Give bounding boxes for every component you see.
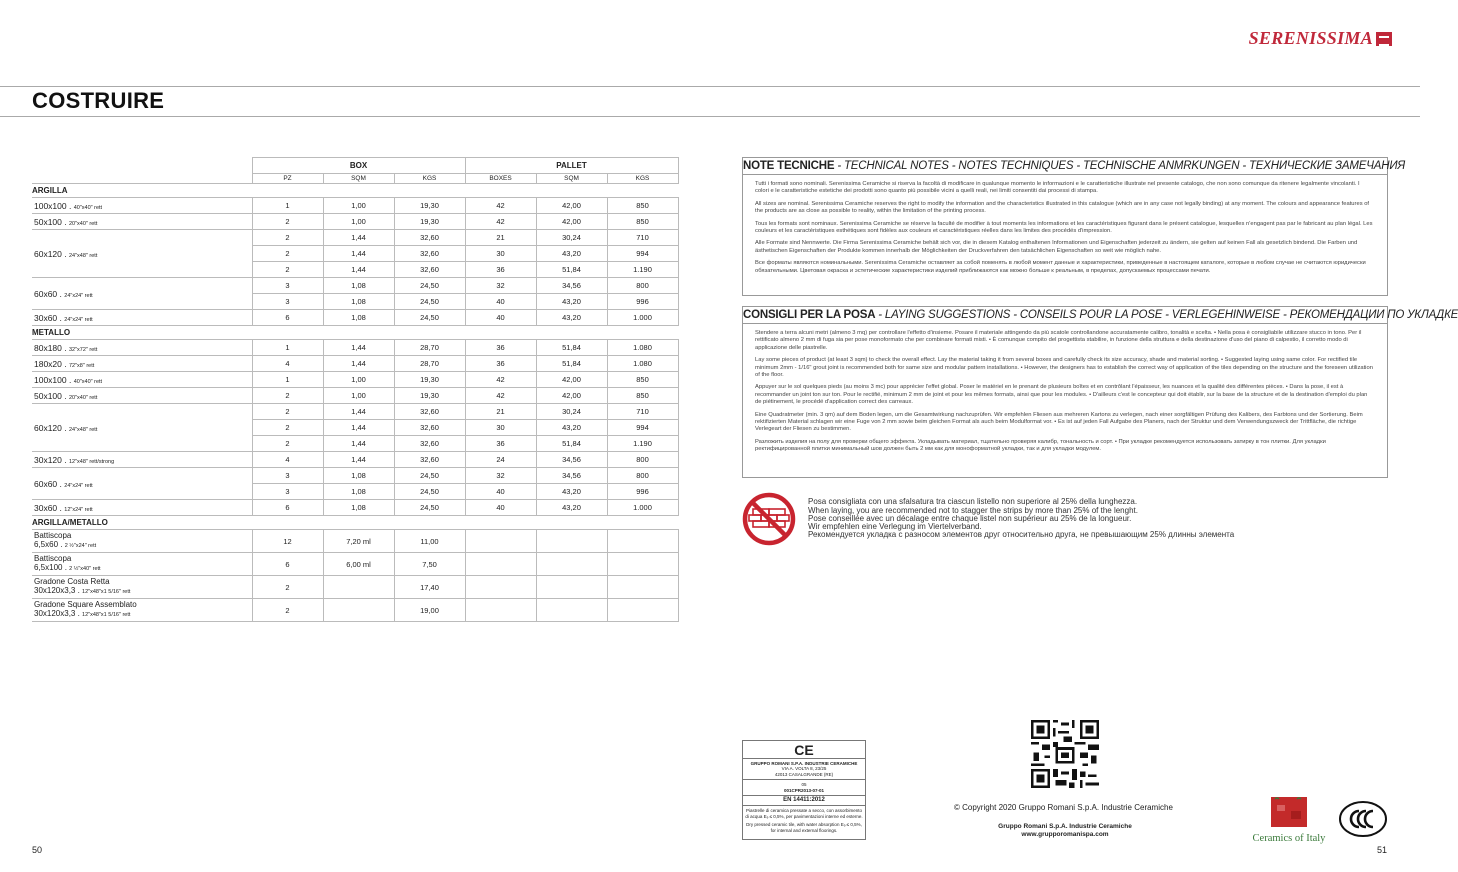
table-row: 2 1,44 32,60 30 43,20 994 xyxy=(32,420,678,436)
page-number-left: 50 xyxy=(32,845,43,855)
ceramics-of-italy-mark-icon xyxy=(1271,797,1307,827)
table-row: 50x100 . 20"x40" rett 2 1,00 19,30 42 42,00 850 xyxy=(32,214,678,230)
page-title: COSTRUIRE xyxy=(32,88,165,113)
section-header: METALLO xyxy=(32,326,678,340)
table-row: 3 1,08 24,50 40 43,20 996 xyxy=(32,294,678,310)
ceramics-of-italy-logo xyxy=(1245,797,1333,844)
technical-notes-title: NOTE TECNICHE - TECHNICAL NOTES - NOTES TECHNIQUES - TECHNISCHE ANMRKUNGEN - ТЕХНИЧЕСКИЕ ЗАМЕЧАНИЯ xyxy=(743,158,1387,175)
brand-mark-icon xyxy=(1376,32,1392,46)
table-row: 2 1,44 32,60 36 51,84 1.190 xyxy=(32,436,678,452)
qr-code xyxy=(1031,720,1099,788)
table-row: 2 1,44 32,60 30 43,20 994 xyxy=(32,246,678,262)
ce-company: GRUPPO ROMANI S.P.A. INDUSTRIE CERAMICHE VIA A. VOLTA 8, 23/25 42013 CASALGRANDE (RE) xyxy=(743,759,865,780)
header-pallet: PALLET xyxy=(465,158,678,174)
table-row: 30x60 . 24"x24" rett 6 1,08 24,50 40 43,20 1.000 xyxy=(32,310,678,326)
note-it: Tutti i formati sono nominali. Serenissima Ceramiche si riserva la facoltà di modificare in qualunque momento le informazioni e le caratteristiche illustrate nel presente catalogo, che non sono comunque da ritenere legalmente vincolanti. I colori e le caratteristiche estetiche dei prodotti sono quanto più possibile vicini a quelli reali, nei limiti consentiti dai processi di stampa. xyxy=(755,181,1360,195)
section-header: ARGILLA xyxy=(32,184,678,198)
table-row: Gradone Costa Retta 30x120x3,3 . 12"x48"x1 5/16" rett 2 17,40 xyxy=(32,576,678,599)
laying-suggestions-title: CONSIGLI PER LA POSA - LAYING SUGGESTIONS - CONSEILS POUR LA POSE - VERLEGEHINWEISE - РЕКОМЕНДАЦИИ ПО УКЛАДКЕ xyxy=(743,307,1387,324)
table-row: Battiscopa 6,5x100 . 2 ½"x40" rett 6 6,00 ml 7,50 xyxy=(32,553,678,576)
stagger-recommendation xyxy=(742,492,1234,546)
laying-de: Eine Quadratmeter (min. 3 qm) auf dem Boden legen, um die Gesamtwirkung nachzuprüfen. Wir empfehlen Fliesen aus mehreren Kartons zu verlegen, nach einer sorgfältigen Prüfung des Kalibers, des Farbtons und der Sortierung. Beim rektifizierten Material schlagen wir eine Fuge von 2 mm sowie beim gleichen Format als auch beim Modulformat vor. • Es ist auf jeden Fall Aufgabe des Planers, nach der Struktur und dem Verwendungszweck der Trittfläche, die richtige Verlegeart der Fliesen zu bestimmen. xyxy=(755,411,1363,433)
table-row: 60x120 . 24"x48" rett 2 1,44 32,60 21 30,24 710 xyxy=(32,230,678,246)
brand-name: SERENISSIMA xyxy=(1248,28,1373,48)
col-kgs: KGS xyxy=(394,174,465,184)
technical-notes-box xyxy=(742,157,1406,296)
header-rule-bottom xyxy=(0,116,1420,117)
ce-mark: CE xyxy=(743,741,865,759)
table-row: 60x120 . 24"x48" rett 2 1,44 32,60 21 30,24 710 xyxy=(32,404,678,420)
table-row: Battiscopa 6,5x60 . 2 ½"x24" rett 12 7,20 ml 11,00 xyxy=(32,530,678,553)
table-row: 60x60 . 24"x24" rett 3 1,08 24,50 32 34,56 800 xyxy=(32,468,678,484)
col-sqm-pallet: SQM xyxy=(536,174,607,184)
table-row: 180x20 . 72"x8" rett 4 1,44 28,70 36 51,84 1.080 xyxy=(32,356,678,372)
page-number-right: 51 xyxy=(1377,845,1388,855)
col-pz: PZ xyxy=(252,174,323,184)
header-box: BOX xyxy=(252,158,465,174)
laying-it: Stendere a terra alcuni metri (almeno 3 mq) per controllare l'effetto d'insieme. Posare il materiale attingendo da più scatole controllandone accuratamente calibro, tonalità e scelta. • Nella posa è consigliabile utilizzare stucco in tono. Per il rettificato almeno 2 mm di fuga sia per pose monoformato che per combinare formati misti. • È comunque compito del progettista stabilire, in funzione della struttura e della destinazione d'uso del piano di calpestio, il corretto modo di applicazione delle piastrelle. xyxy=(755,330,1362,351)
laying-ru: Разложить изделия на полу для проверки общего эффекта. Укладывать материал, тщательно проверяя калибр, тональность и сорт. • При укладке рекомендуется использовать затирку в тон плитки. Для укладки ректифицированной плитки минимальный шов должен быть 2 мм как для моноформатной укладки, так и для укладки модулем. xyxy=(755,438,1326,453)
note-fr: Tous les formats sont nominaux. Serenissima Ceramiche se réserve la faculté de modifier à tout moments les informations et les caractéristiques figurant dans le présent catalogue, lesquelles n'engagent pas par le fabricant au plan légal. Les couleurs et les caractéristiques esthétiques sont fidèles aux couleurs et caractéristiques réelles dans les limites des procédés d'impression. xyxy=(755,220,1373,235)
ce-code: 05 001CPR2013-07-01 xyxy=(743,780,865,796)
note-ru: Все форматы являются номинальными. Serenissima Ceramiche оставляет за собой поменять в любой момент данные и характеристики, приведенные в настоящем каталоге, которые в любом случае не считаются юридически обязательными. Цветовая окраска и эстетические характеристики изделий приближаются как можно больше к реальным, в пределах, допускаемых процессами печати. xyxy=(755,260,1366,274)
header-rule-top xyxy=(0,86,1420,87)
laying-fr: Appuyer sur le sol quelques pieds (au moins 3 mc) pour apprécier l'effet global. Poser le matériel en le prenant de plusieurs boîtes et en contrôlant l'épaisseur, les nuances et la qualité des différentes pièces. • Dans la pose, il est à recommander un joint ton sur ton. Pour le rectifié, minimum 2 mm de joint et pour les mêmes formats, ainsi que pour les modules. • D'ailleurs c'est le concepteur qui doit établir, sur la base de la structure et de la destination d'emploi du plan de piétinement, le procédé d'application correct des carreaux. xyxy=(755,384,1368,406)
table-row: 100x100 . 40"x40" rett 1 1,00 19,30 42 42,00 850 xyxy=(32,198,678,214)
packaging-table xyxy=(32,157,678,622)
laying-suggestions-box xyxy=(742,306,1458,478)
table-row: 50x100 . 20"x40" rett 2 1,00 19,30 42 42,00 850 xyxy=(32,388,678,404)
brand-logo xyxy=(1249,28,1392,49)
group-info xyxy=(990,823,1140,839)
table-row: 30x120 . 12"x48" rett/strong 4 1,44 32,60 24 34,56 800 xyxy=(32,452,678,468)
no-stagger-icon xyxy=(742,492,796,546)
stagger-text: Posa consigliata con una sfalsatura tra ciascun listello non superiore al 25% della lunghezza. When laying, you are recommended not to stagger the strips by more than 25% of the lenght. Pose conseillée avec un décalage entre chaque listel non supérieur au 25% de la longueur. Wir empfehlen eine Verlegung im Viertelverband. Рекомендуется укладка с разносом элементов друг относительно друга, не превышающим 25% длинны элемента xyxy=(808,497,1235,540)
col-boxes: BOXES xyxy=(465,174,536,184)
ce-norm: EN 14411:2012 xyxy=(743,796,865,806)
ceramics-of-italy-text: Ceramics of Italy xyxy=(1252,833,1326,844)
group-name: Gruppo Romani S.p.A. Industrie Ceramiche xyxy=(998,823,1132,830)
table-row: 30x60 . 12"x24" rett 6 1,08 24,50 40 43,20 1.000 xyxy=(32,500,678,516)
table-row: 100x100 . 40"x40" rett 1 1,00 19,30 42 42,00 850 xyxy=(32,372,678,388)
table-row: 80x180 . 32"x72" rett 1 1,44 28,70 36 51,84 1.080 xyxy=(32,340,678,356)
group-url: www.grupporomanispa.com xyxy=(1021,831,1109,838)
col-sqm: SQM xyxy=(323,174,394,184)
laying-en: Lay some pieces of product (at least 3 sqm) to check the overall effect. Lay the material taking it from several boxes and carefully check its size accuracy, shade and material sorting. • Suggested laying using same color. For rectified tile minimum 2mm - 1/16" grout joint is recommended both for same size and modular pattern installations. • However, the designers has to establish the correct way of application of the tiles depending on the structure and the foreseen utilization of the floor. xyxy=(755,357,1373,379)
col-kgs-pallet: KGS xyxy=(607,174,678,184)
ce-label xyxy=(742,740,866,840)
table-row: 3 1,08 24,50 40 43,20 996 xyxy=(32,484,678,500)
ce-description: Piastrelle di ceramica pressate a secco, con assorbimento di acqua Eₔ ≤ 0,5%, per pavimentazioni interne ed esterne. Dry pressed ceramic tile, with water absorption Eₔ ≤ 0,5%, for internal and external floorings. xyxy=(745,808,863,833)
section-header: ARGILLA/METALLO xyxy=(32,516,678,530)
copyright: © Copyright 2020 Gruppo Romani S.p.A. Industrie Ceramiche xyxy=(954,803,1173,812)
table-row: 60x60 . 24"x24" rett 3 1,08 24,50 32 34,56 800 xyxy=(32,278,678,294)
note-en: All sizes are nominal. Serenissima Ceramiche reserves the right to modify the information and the characteristics illustrated in this catalogue (which are in any case not legally binding) at any moment. The colours and appearance features of the products are as close as possible to reality, within the limitation of the printing process. xyxy=(755,200,1370,215)
note-de: Alle Formate sind Nennwerte. Die Firma Serenissima Ceramiche behält sich vor, die in diesem Katalog enthaltenen Informationen und Eigenschaften jederzeit zu ändern, sie gelten auf keinen Fall als gesetzlich bindend. Die Farben und ästhetischen Eigenschaften der Produkte kommen innerhalb der Möglichkeiten der Druckverfahren den tatsächlichen Eigenschaften so weit wie möglich nahe. xyxy=(755,240,1358,254)
ccc-mark-icon xyxy=(1338,800,1388,838)
table-row: Gradone Square Assemblato 30x120x3,3 . 12"x48"x1 5/16" rett 2 19,00 xyxy=(32,599,678,622)
table-row: 2 1,44 32,60 36 51,84 1.190 xyxy=(32,262,678,278)
